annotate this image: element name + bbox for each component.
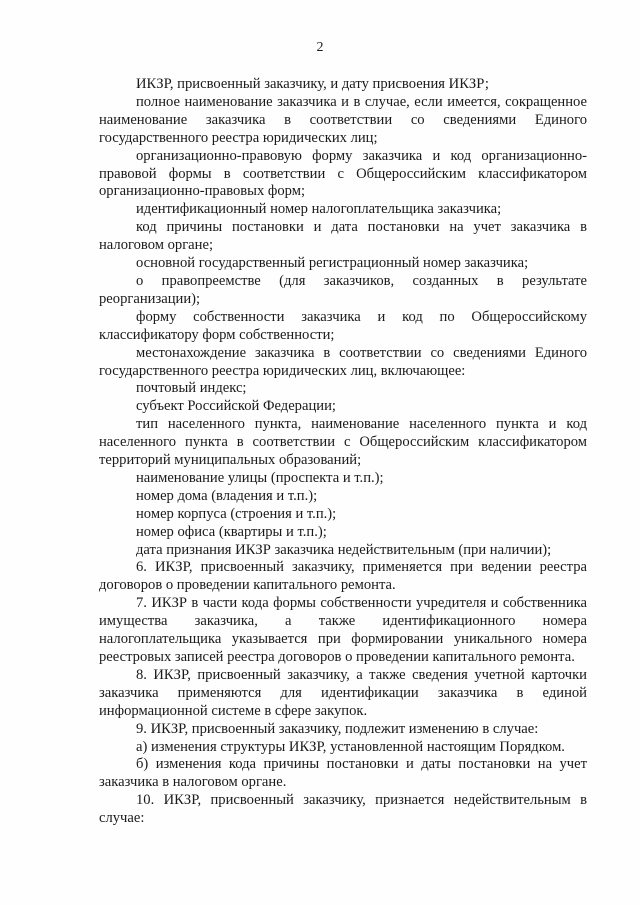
paragraph: а) изменения структуры ИКЗР, установленной настоящим Порядком. xyxy=(136,738,565,755)
page-number: 2 xyxy=(316,40,324,55)
paragraph: о правопреемстве (для заказчиков, созданных в результате реорганизации); xyxy=(99,272,587,307)
paragraph: код причины постановки и дата постановки на учет заказчика в налоговом органе; xyxy=(99,219,587,254)
paragraph: субъект Российской Федерации; xyxy=(136,398,336,415)
paragraph: 8. ИКЗР, присвоенный заказчику, а также сведения учетной карточки заказчика применяются для идентификации заказчика в единой информационной системе в сфере закупок. xyxy=(99,666,587,719)
paragraph: основной государственный регистрационный номер заказчика; xyxy=(136,255,529,272)
paragraph: б) изменения кода причины постановки и даты постановки на учет заказчика в налоговом органе. xyxy=(99,756,587,791)
paragraph: местонахождение заказчика в соответствии со сведениями Единого государственного реестра юридических лиц, включающее: xyxy=(99,344,587,379)
paragraph: организационно-правовую форму заказчика и код организационно-правовой формы в соответствии с Общероссийским классификатором организационно-правовых форм; xyxy=(99,147,587,200)
paragraph: ИКЗР, присвоенный заказчику, и дату присвоения ИКЗР; xyxy=(136,76,489,92)
paragraph: номер дома (владения и т.п.); xyxy=(136,487,318,504)
paragraph: номер корпуса (строения и т.п.); xyxy=(136,505,337,522)
paragraph: почтовый индекс; xyxy=(136,380,247,397)
paragraph: тип населенного пункта, наименование населенного пункта и код населенного пункта в соответствии с Общероссийским классификатором территорий муниципальных образований; xyxy=(99,416,587,469)
document-body xyxy=(99,76,587,828)
paragraph: 7. ИКЗР в части кода формы собственности учредителя и собственника имущества заказчика, а также идентификационного номера налогоплательщика указывается при формировании уникального номера реестровых записей реестра договоров о проведении капитального ремонта. xyxy=(99,595,587,665)
paragraph: 9. ИКЗР, присвоенный заказчику, подлежит изменению в случае: xyxy=(136,720,539,737)
paragraph: номер офиса (квартиры и т.п.); xyxy=(136,523,327,540)
paragraph: наименование улицы (проспекта и т.п.); xyxy=(136,469,384,486)
paragraph: дата признания ИКЗР заказчика недействительным (при наличии); xyxy=(136,541,552,558)
paragraph: форму собственности заказчика и код по Общероссийскому классификатору форм собственности; xyxy=(99,308,587,343)
paragraph: идентификационный номер налогоплательщика заказчика; xyxy=(136,201,502,218)
paragraph: 10. ИКЗР, присвоенный заказчику, признается недействительным в случае: xyxy=(99,792,587,827)
paragraph: полное наименование заказчика и в случае, если имеется, сокращенное наименование заказчика в соответствии со сведениями Единого государственного реестра юридических лиц; xyxy=(99,93,587,146)
paragraph: 6. ИКЗР, присвоенный заказчику, применяется при ведении реестра договоров о проведении капитального ремонта. xyxy=(99,559,587,594)
